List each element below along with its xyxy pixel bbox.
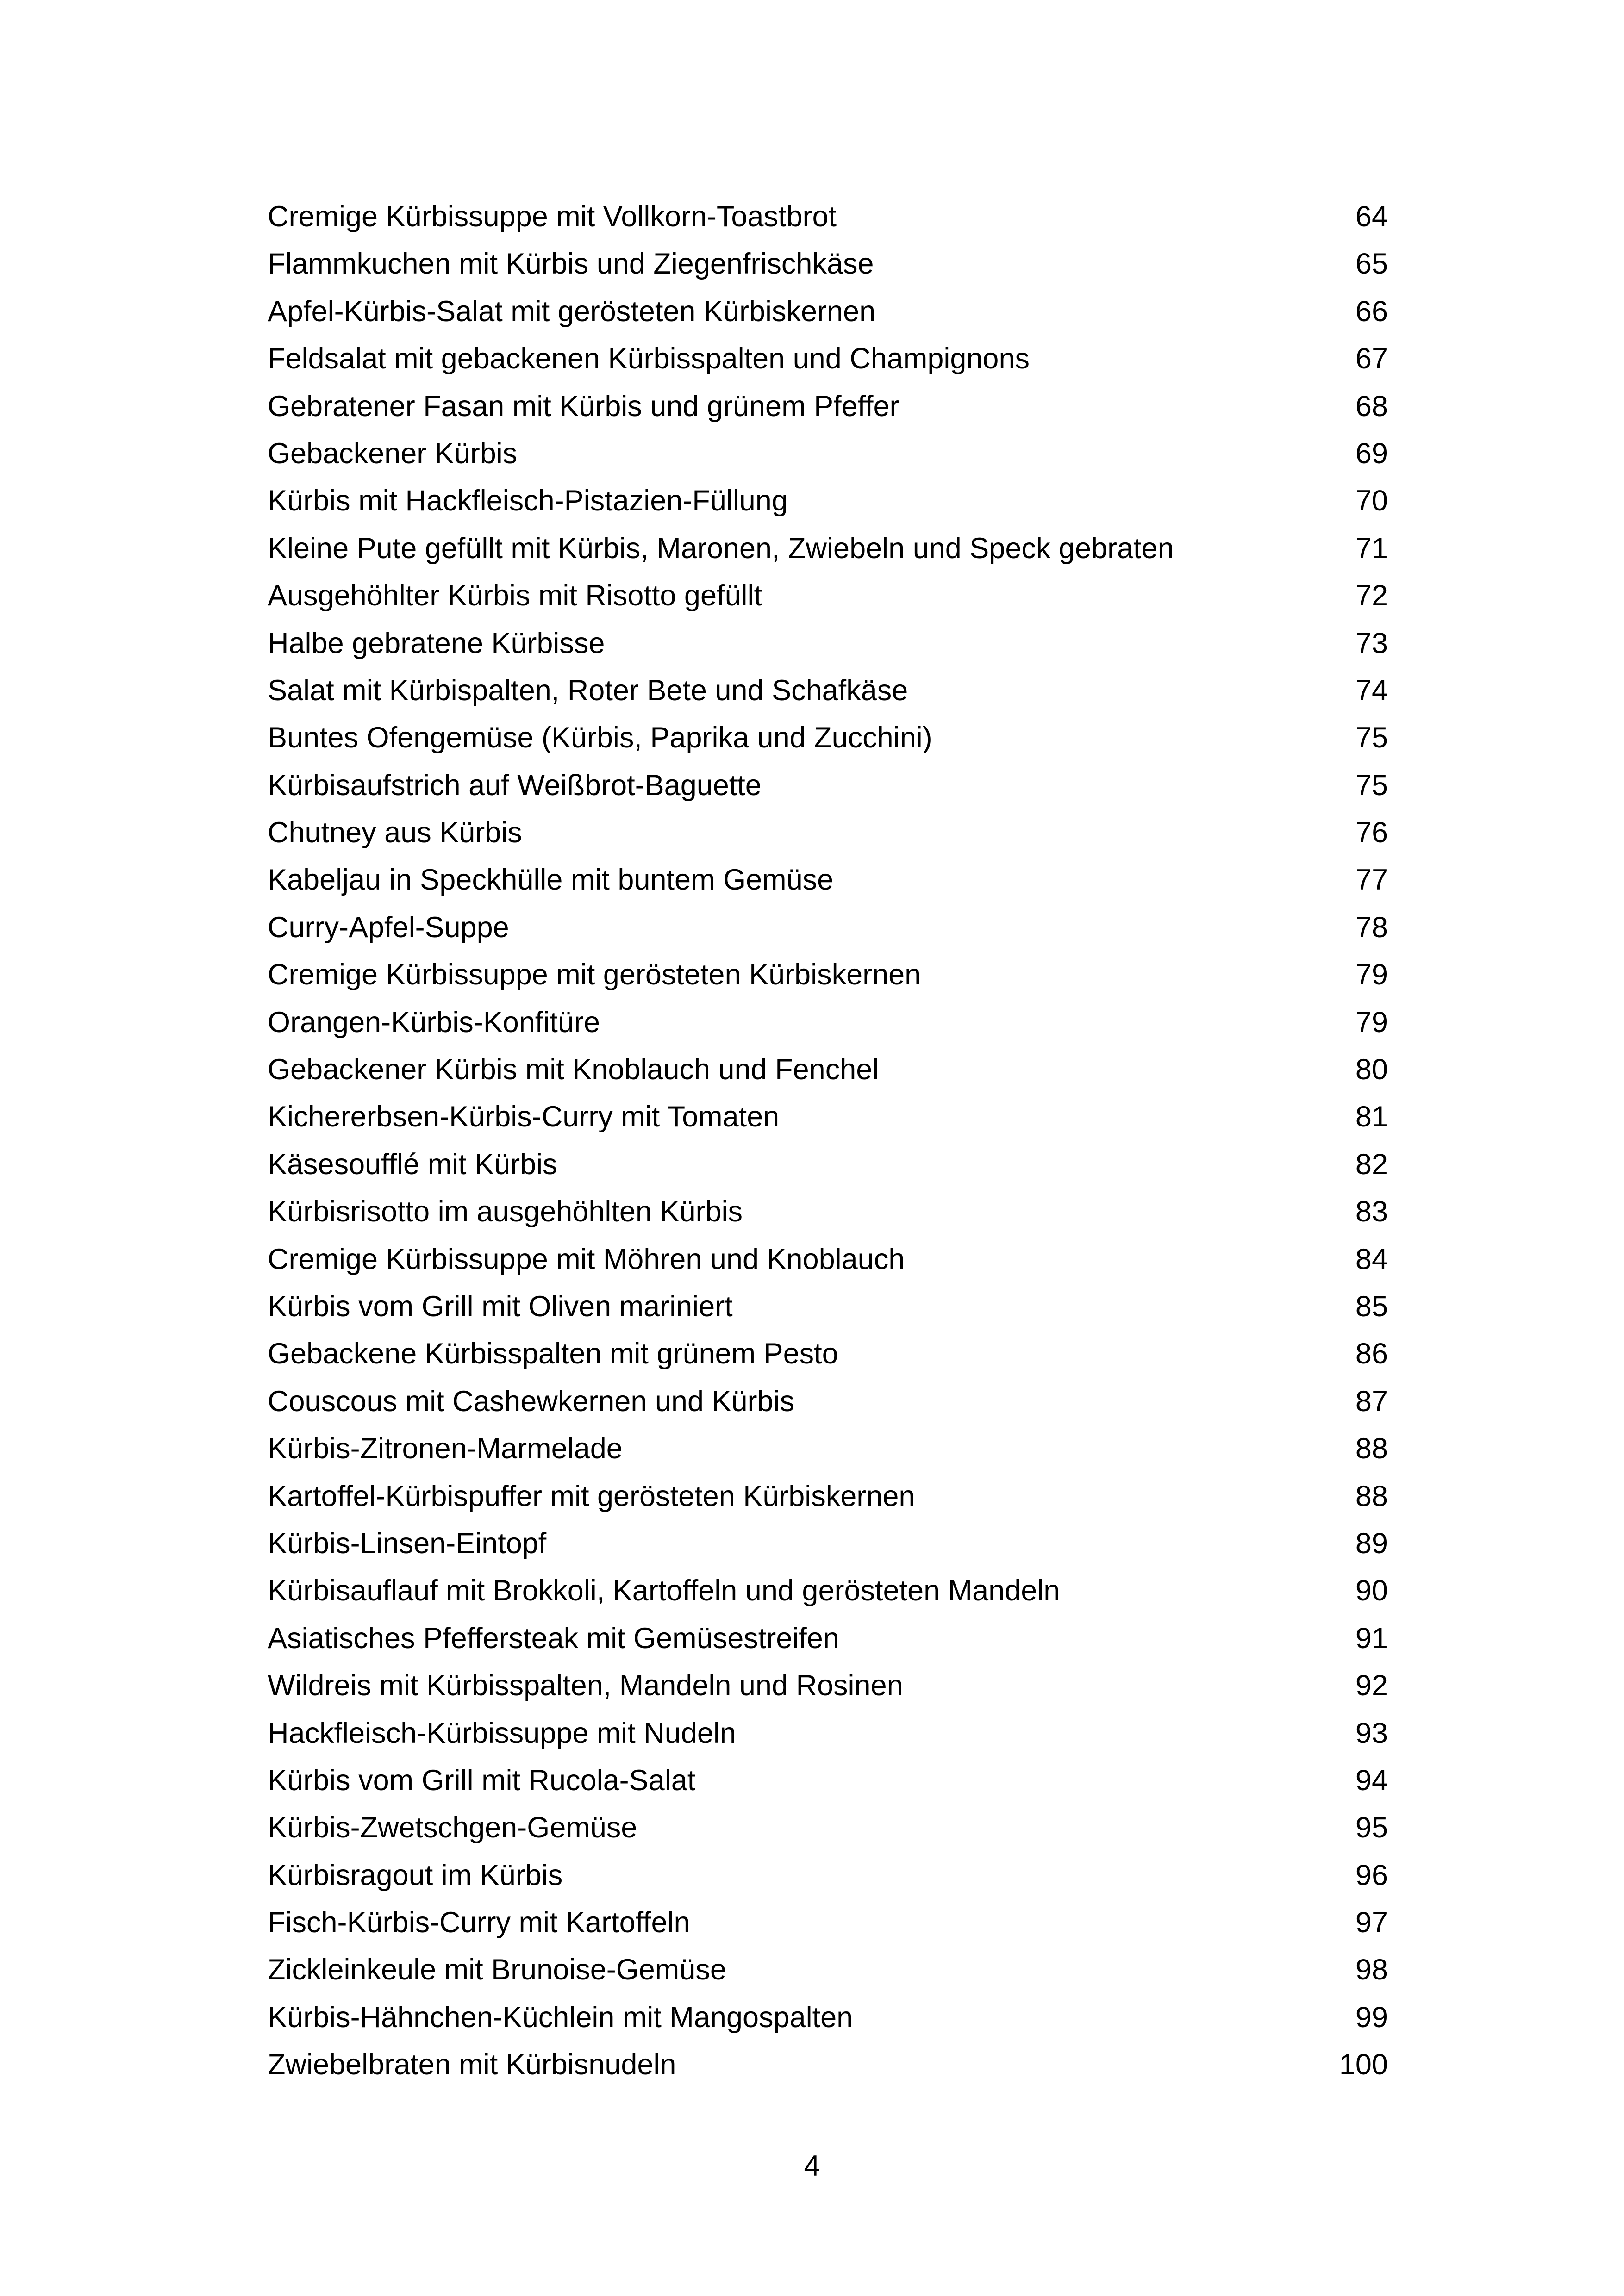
toc-entry bbox=[268, 856, 1388, 903]
toc-entry bbox=[268, 193, 1388, 240]
toc-entry-page: 78 bbox=[1355, 911, 1388, 944]
toc-entry-page: 79 bbox=[1355, 1006, 1388, 1039]
toc-entry-title: Ausgehöhlter Kürbis mit Risotto gefüllt bbox=[268, 579, 762, 612]
toc-entry-title: Couscous mit Cashewkernen und Kürbis bbox=[268, 1385, 795, 1418]
toc-entry-page: 68 bbox=[1355, 390, 1388, 423]
toc-entry bbox=[268, 714, 1388, 761]
toc-entry-title: Kürbis-Linsen-Eintopf bbox=[268, 1527, 547, 1560]
toc-entry-title: Hackfleisch-Kürbissuppe mit Nudeln bbox=[268, 1717, 736, 1749]
toc-entry-title: Kürbis-Zwetschgen-Gemüse bbox=[268, 1811, 637, 1844]
toc-entry-page: 88 bbox=[1355, 1480, 1388, 1512]
toc-entry-page: 96 bbox=[1355, 1859, 1388, 1892]
toc-entry-page: 92 bbox=[1355, 1669, 1388, 1702]
toc-entry-title: Wildreis mit Kürbisspalten, Mandeln und Rosinen bbox=[268, 1669, 903, 1702]
toc-entry bbox=[268, 1473, 1388, 1520]
toc-entry bbox=[268, 383, 1388, 430]
toc-entry-title: Gebackene Kürbisspalten mit grünem Pesto bbox=[268, 1338, 838, 1370]
toc-entry bbox=[268, 1710, 1388, 1757]
toc-entry-page: 90 bbox=[1355, 1574, 1388, 1607]
toc-entry-title: Kürbis mit Hackfleisch-Pistazien-Füllung bbox=[268, 485, 788, 517]
toc-entry-title: Kürbis vom Grill mit Rucola-Salat bbox=[268, 1764, 696, 1797]
toc-entry-page: 81 bbox=[1355, 1101, 1388, 1133]
toc-entry-title: Kürbisragout im Kürbis bbox=[268, 1859, 563, 1892]
toc-entry-page: 67 bbox=[1355, 342, 1388, 375]
toc-entry bbox=[268, 2041, 1388, 2088]
toc-entry-page: 75 bbox=[1355, 769, 1388, 802]
toc-entry bbox=[268, 525, 1388, 572]
table-of-contents bbox=[268, 193, 1388, 2089]
toc-entry bbox=[268, 240, 1388, 287]
toc-entry-page: 89 bbox=[1355, 1527, 1388, 1560]
toc-entry bbox=[268, 1615, 1388, 1662]
toc-entry bbox=[268, 1425, 1388, 1472]
toc-entry-title: Gebackener Kürbis bbox=[268, 437, 518, 470]
toc-entry-page: 87 bbox=[1355, 1385, 1388, 1418]
toc-entry bbox=[268, 762, 1388, 809]
toc-entry-page: 73 bbox=[1355, 627, 1388, 660]
page-number: 4 bbox=[804, 2150, 820, 2182]
toc-entry-page: 98 bbox=[1355, 1954, 1388, 1986]
toc-entry-page: 95 bbox=[1355, 1811, 1388, 1844]
toc-entry bbox=[268, 1093, 1388, 1140]
toc-entry-title: Fisch-Kürbis-Curry mit Kartoffeln bbox=[268, 1906, 690, 1939]
toc-entry bbox=[268, 1946, 1388, 1993]
toc-entry-title: Kleine Pute gefüllt mit Kürbis, Maronen, Zwiebeln und Speck gebraten bbox=[268, 532, 1174, 565]
toc-entry bbox=[268, 1757, 1388, 1804]
toc-entry bbox=[268, 1662, 1388, 1709]
toc-entry-title: Kürbis-Hähnchen-Küchlein mit Mangospalten bbox=[268, 2001, 853, 2034]
toc-entry-title: Cremige Kürbissuppe mit Vollkorn-Toastbrot bbox=[268, 200, 837, 233]
toc-entry-title: Kürbisrisotto im ausgehöhlten Kürbis bbox=[268, 1195, 743, 1228]
toc-entry-page: 84 bbox=[1355, 1243, 1388, 1276]
toc-entry bbox=[268, 667, 1388, 714]
toc-entry-title: Kürbisauflauf mit Brokkoli, Kartoffeln und gerösteten Mandeln bbox=[268, 1574, 1060, 1607]
toc-entry-title: Gebackener Kürbis mit Knoblauch und Fenchel bbox=[268, 1053, 879, 1086]
toc-entry-page: 97 bbox=[1355, 1906, 1388, 1939]
toc-entry bbox=[268, 1804, 1388, 1851]
toc-entry bbox=[268, 572, 1388, 619]
toc-entry-page: 82 bbox=[1355, 1148, 1388, 1181]
toc-entry-title: Kürbisaufstrich auf Weißbrot-Baguette bbox=[268, 769, 762, 802]
toc-entry-title: Flammkuchen mit Kürbis und Ziegenfrischkäse bbox=[268, 248, 874, 280]
toc-entry-title: Zickleinkeule mit Brunoise-Gemüse bbox=[268, 1954, 726, 1986]
toc-entry bbox=[268, 999, 1388, 1046]
toc-entry-title: Kartoffel-Kürbispuffer mit gerösteten Kürbiskernen bbox=[268, 1480, 915, 1512]
toc-entry-title: Salat mit Kürbispalten, Roter Bete und Schafkäse bbox=[268, 674, 908, 707]
toc-entry bbox=[268, 1520, 1388, 1567]
toc-entry bbox=[268, 1378, 1388, 1425]
toc-entry bbox=[268, 1141, 1388, 1188]
toc-entry-page: 74 bbox=[1355, 674, 1388, 707]
toc-entry-page: 80 bbox=[1355, 1053, 1388, 1086]
toc-entry-title: Cremige Kürbissuppe mit gerösteten Kürbiskernen bbox=[268, 958, 921, 991]
toc-entry-page: 88 bbox=[1355, 1432, 1388, 1465]
toc-entry-page: 71 bbox=[1355, 532, 1388, 565]
toc-entry-page: 69 bbox=[1355, 437, 1388, 470]
toc-entry-title: Orangen-Kürbis-Konfitüre bbox=[268, 1006, 600, 1039]
toc-entry-page: 76 bbox=[1355, 816, 1388, 849]
toc-entry bbox=[268, 951, 1388, 998]
toc-entry-page: 65 bbox=[1355, 248, 1388, 280]
toc-entry bbox=[268, 1567, 1388, 1614]
toc-entry-title: Asiatisches Pfeffersteak mit Gemüsestreifen bbox=[268, 1622, 839, 1655]
toc-entry-page: 70 bbox=[1355, 485, 1388, 517]
toc-entry bbox=[268, 809, 1388, 856]
toc-entry-page: 100 bbox=[1339, 2048, 1388, 2081]
toc-entry-title: Kürbis vom Grill mit Oliven mariniert bbox=[268, 1290, 733, 1323]
toc-entry-page: 94 bbox=[1355, 1764, 1388, 1797]
toc-entry bbox=[268, 288, 1388, 335]
toc-entry bbox=[268, 904, 1388, 951]
toc-entry-page: 64 bbox=[1355, 200, 1388, 233]
toc-entry bbox=[268, 477, 1388, 524]
toc-entry bbox=[268, 1283, 1388, 1330]
toc-entry-title: Cremige Kürbissuppe mit Möhren und Knoblauch bbox=[268, 1243, 905, 1276]
toc-entry-page: 85 bbox=[1355, 1290, 1388, 1323]
toc-entry bbox=[268, 1852, 1388, 1899]
toc-entry-title: Kürbis-Zitronen-Marmelade bbox=[268, 1432, 623, 1465]
toc-entry-title: Kabeljau in Speckhülle mit buntem Gemüse bbox=[268, 864, 834, 896]
toc-entry-title: Käsesoufflé mit Kürbis bbox=[268, 1148, 557, 1181]
toc-entry-page: 79 bbox=[1355, 958, 1388, 991]
toc-entry-page: 99 bbox=[1355, 2001, 1388, 2034]
toc-entry-title: Buntes Ofengemüse (Kürbis, Paprika und Zucchini) bbox=[268, 722, 932, 754]
toc-entry bbox=[268, 335, 1388, 382]
toc-entry bbox=[268, 1994, 1388, 2041]
toc-entry bbox=[268, 620, 1388, 667]
toc-entry bbox=[268, 430, 1388, 477]
toc-entry-page: 77 bbox=[1355, 864, 1388, 896]
toc-entry-title: Chutney aus Kürbis bbox=[268, 816, 522, 849]
toc-entry bbox=[268, 1330, 1388, 1377]
toc-entry-page: 83 bbox=[1355, 1195, 1388, 1228]
toc-entry-title: Gebratener Fasan mit Kürbis und grünem Pfeffer bbox=[268, 390, 899, 423]
toc-entry-page: 72 bbox=[1355, 579, 1388, 612]
toc-entry bbox=[268, 1046, 1388, 1093]
toc-entry-title: Curry-Apfel-Suppe bbox=[268, 911, 509, 944]
toc-entry-title: Feldsalat mit gebackenen Kürbisspalten und Champignons bbox=[268, 342, 1030, 375]
toc-entry-page: 75 bbox=[1355, 722, 1388, 754]
toc-entry-title: Apfel-Kürbis-Salat mit gerösteten Kürbiskernen bbox=[268, 295, 876, 328]
toc-entry-title: Kichererbsen-Kürbis-Curry mit Tomaten bbox=[268, 1101, 780, 1133]
toc-entry-page: 91 bbox=[1355, 1622, 1388, 1655]
toc-entry bbox=[268, 1188, 1388, 1235]
toc-entry-page: 93 bbox=[1355, 1717, 1388, 1749]
toc-entry-title: Halbe gebratene Kürbisse bbox=[268, 627, 605, 660]
toc-entry bbox=[268, 1236, 1388, 1283]
toc-entry-page: 86 bbox=[1355, 1338, 1388, 1370]
toc-entry-page: 66 bbox=[1355, 295, 1388, 328]
toc-entry bbox=[268, 1899, 1388, 1946]
toc-entry-title: Zwiebelbraten mit Kürbisnudeln bbox=[268, 2048, 676, 2081]
